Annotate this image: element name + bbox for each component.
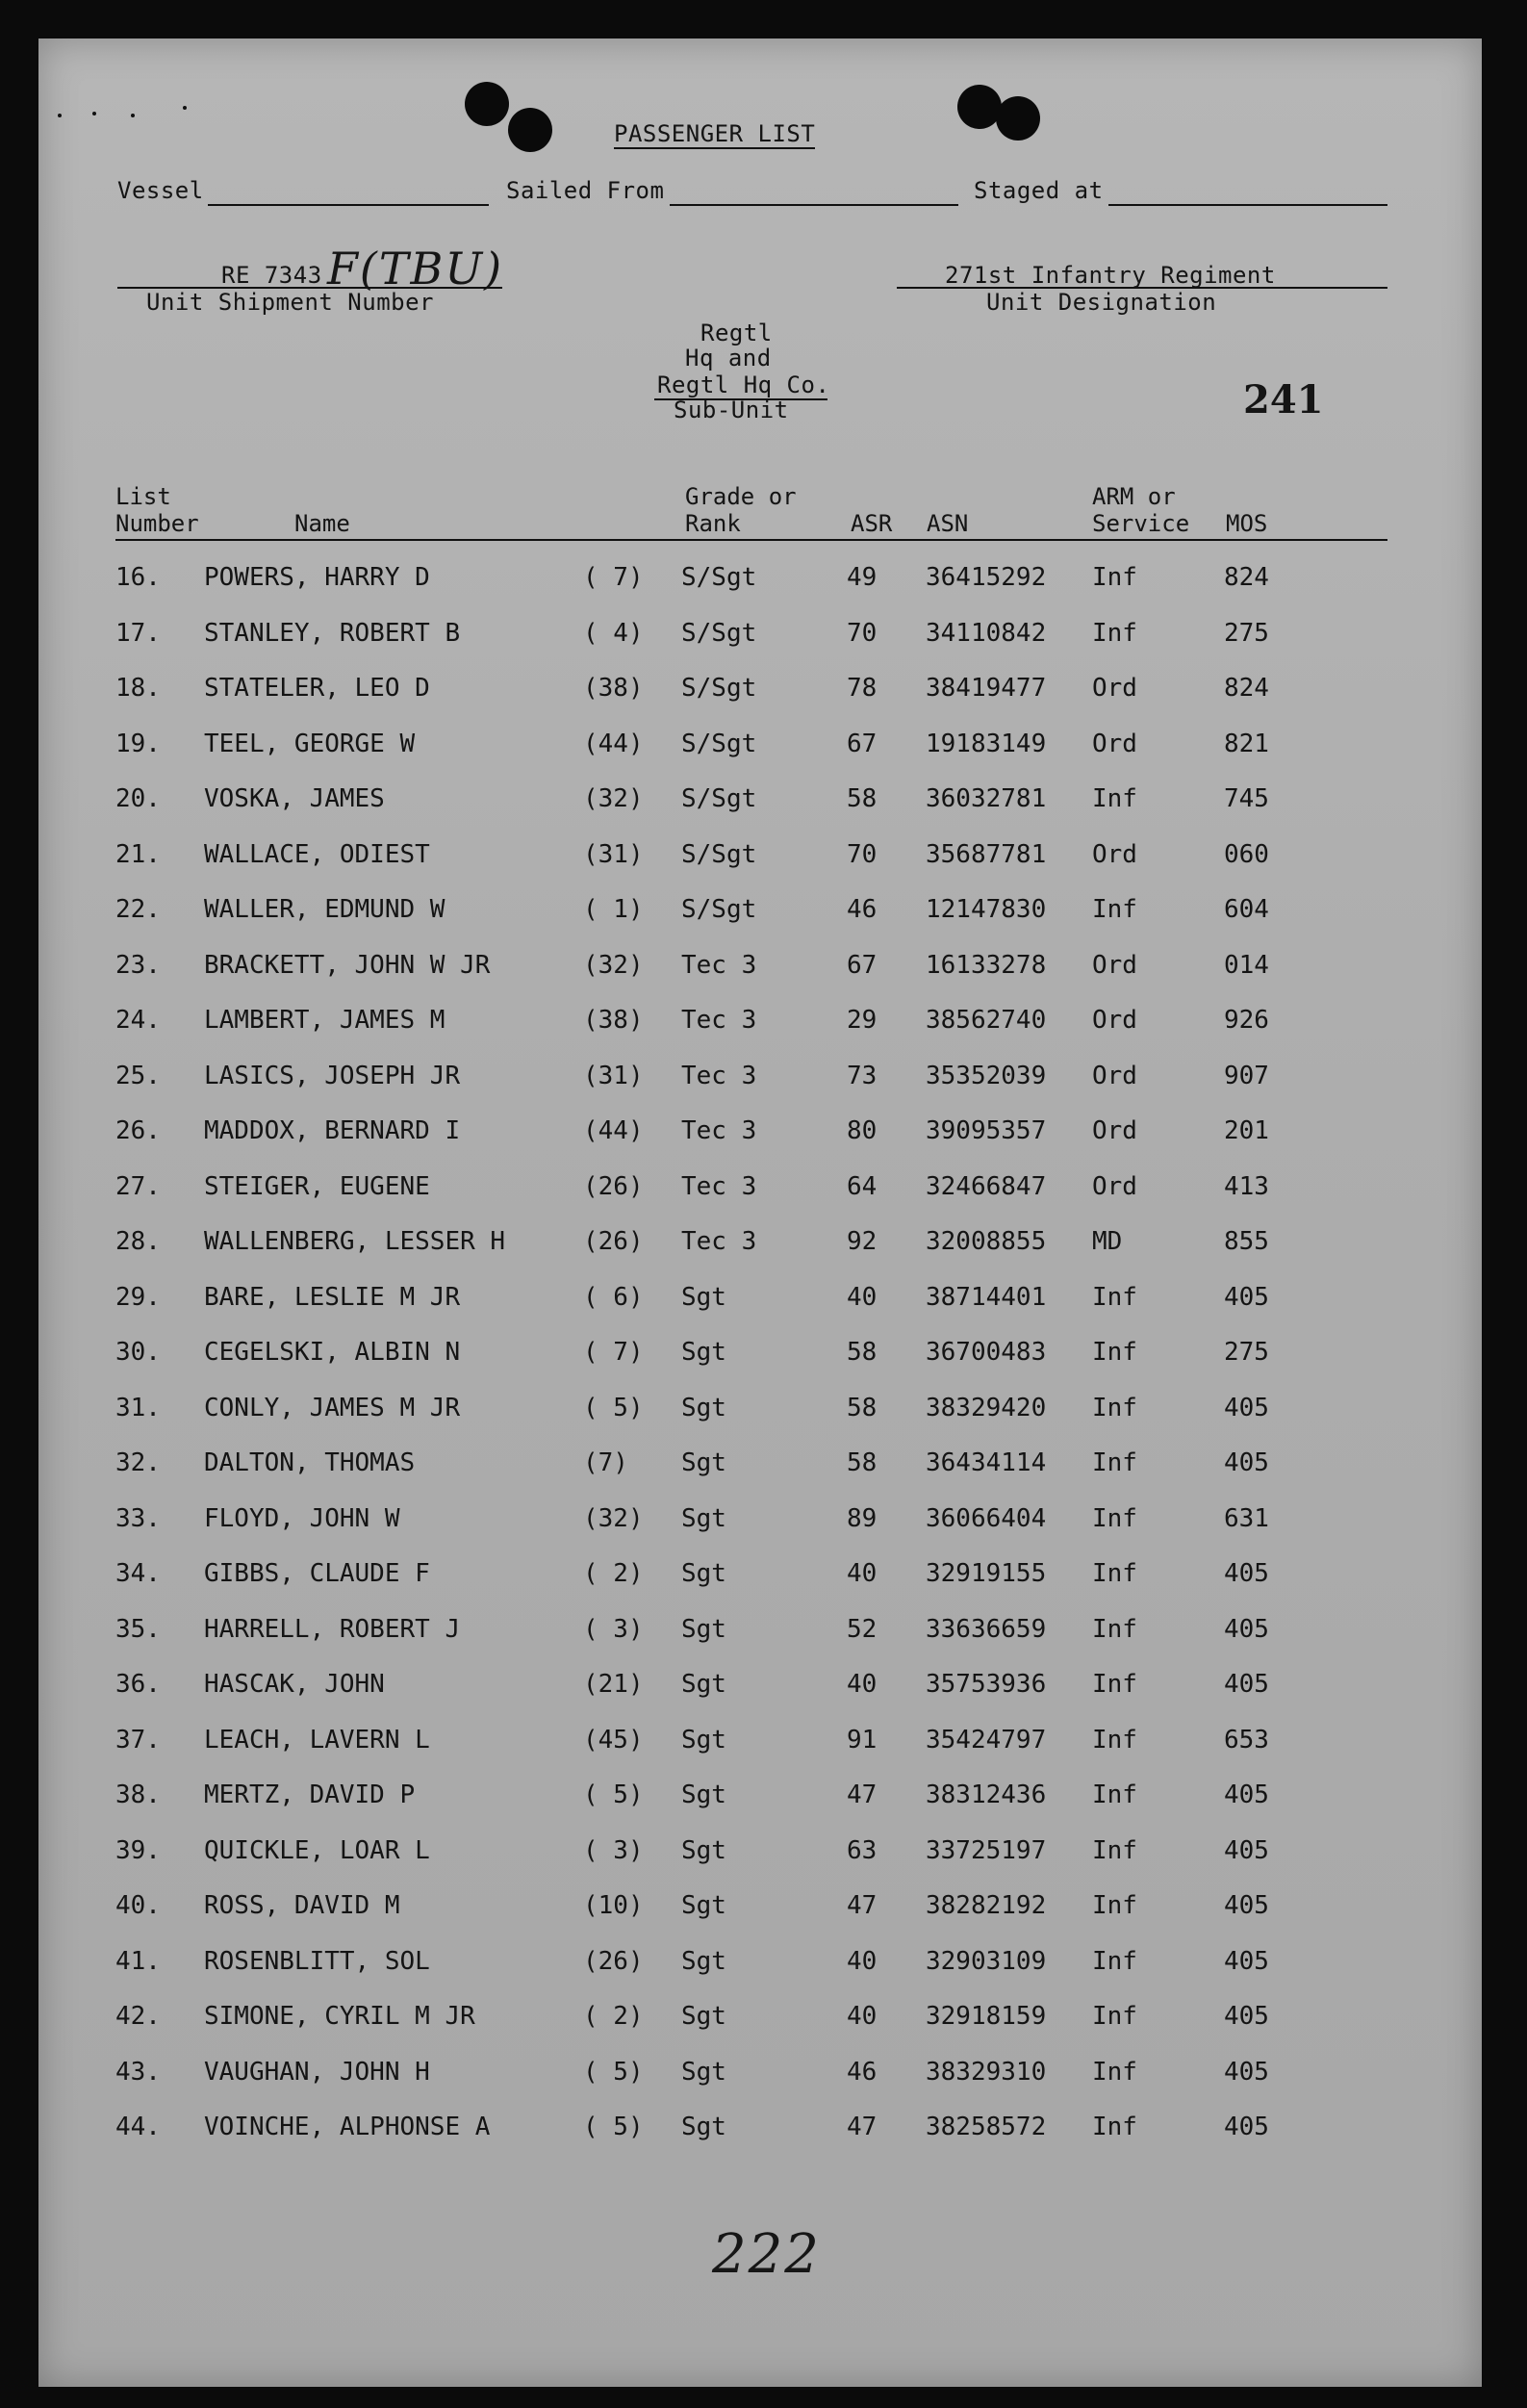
mos-cell: 821 bbox=[1224, 729, 1269, 758]
table-row bbox=[38, 784, 1482, 823]
list-number-cell: 24. bbox=[115, 1006, 161, 1035]
group-cell: ( 5) bbox=[583, 2057, 644, 2087]
asr-cell: 58 bbox=[847, 1338, 878, 1367]
rank-cell: S/Sgt bbox=[681, 784, 757, 813]
asn-cell: 33636659 bbox=[926, 1614, 1047, 1644]
mos-cell: 405 bbox=[1224, 1282, 1269, 1312]
mos-cell: 824 bbox=[1224, 674, 1269, 703]
list-number-cell: 38. bbox=[115, 1780, 161, 1809]
mos-cell: 405 bbox=[1224, 2113, 1269, 2141]
name-cell: DALTON, THOMAS bbox=[204, 1448, 416, 1477]
table-row bbox=[38, 1726, 1482, 1764]
table-row bbox=[38, 2113, 1482, 2151]
rank-cell: Sgt bbox=[681, 1338, 726, 1367]
asr-cell: 47 bbox=[847, 1891, 878, 1920]
group-cell: (10) bbox=[583, 1891, 644, 1920]
rank-cell: Sgt bbox=[681, 2057, 726, 2087]
col-arm-1: ARM or bbox=[1092, 483, 1176, 510]
table-row bbox=[38, 1836, 1482, 1875]
mos-cell: 413 bbox=[1224, 1171, 1269, 1201]
list-number-cell: 42. bbox=[115, 2002, 161, 2031]
group-cell: (21) bbox=[583, 1670, 644, 1699]
name-cell: LEACH, LAVERN L bbox=[204, 1725, 430, 1755]
rank-cell: Sgt bbox=[681, 1725, 726, 1755]
arm-cell: Inf bbox=[1092, 1946, 1137, 1976]
mos-cell: 405 bbox=[1224, 2002, 1269, 2031]
asr-cell: 70 bbox=[847, 618, 878, 648]
list-number-cell: 17. bbox=[115, 618, 161, 648]
name-cell: GIBBS, CLAUDE F bbox=[204, 1559, 430, 1588]
name-cell: SIMONE, CYRIL M JR bbox=[204, 2002, 475, 2031]
asr-cell: 89 bbox=[847, 1503, 878, 1533]
asr-cell: 64 bbox=[847, 1171, 878, 1201]
col-asr: ASR bbox=[851, 510, 893, 537]
arm-cell: Inf bbox=[1092, 1891, 1137, 1920]
asr-cell: 73 bbox=[847, 1061, 878, 1090]
table-row bbox=[38, 619, 1482, 657]
arm-cell: Inf bbox=[1092, 2002, 1137, 2031]
sailed-from-blank bbox=[670, 204, 958, 206]
table-row bbox=[38, 1006, 1482, 1044]
list-number-cell: 25. bbox=[115, 1061, 161, 1090]
rank-cell: Sgt bbox=[681, 1891, 726, 1920]
mos-cell: 824 bbox=[1224, 563, 1269, 592]
asn-cell: 32903109 bbox=[926, 1946, 1047, 1976]
mos-cell: 201 bbox=[1224, 1116, 1269, 1145]
asr-cell: 29 bbox=[847, 1006, 878, 1035]
group-cell: (26) bbox=[583, 1171, 644, 1201]
asr-cell: 80 bbox=[847, 1116, 878, 1145]
speck bbox=[92, 112, 96, 115]
table-row bbox=[38, 1448, 1482, 1487]
col-arm-2: Service bbox=[1092, 510, 1190, 537]
list-number-cell: 44. bbox=[115, 2113, 161, 2141]
name-cell: MADDOX, BERNARD I bbox=[204, 1116, 461, 1145]
arm-cell: Ord bbox=[1092, 1006, 1137, 1035]
vessel-label: Vessel bbox=[117, 177, 204, 204]
group-cell: ( 3) bbox=[583, 1614, 644, 1644]
group-cell: ( 5) bbox=[583, 1780, 644, 1809]
list-number-cell: 20. bbox=[115, 784, 161, 813]
mos-cell: 653 bbox=[1224, 1725, 1269, 1755]
list-number-cell: 23. bbox=[115, 950, 161, 980]
asr-cell: 63 bbox=[847, 1835, 878, 1865]
name-cell: CONLY, JAMES M JR bbox=[204, 1393, 461, 1422]
rank-cell: Tec 3 bbox=[681, 1227, 757, 1256]
asn-cell: 38282192 bbox=[926, 1891, 1047, 1920]
arm-cell: Inf bbox=[1092, 618, 1137, 648]
punch-hole bbox=[957, 85, 1002, 129]
col-list-number-1: List bbox=[115, 483, 171, 510]
asr-cell: 46 bbox=[847, 2057, 878, 2087]
arm-cell: Inf bbox=[1092, 895, 1137, 924]
mos-cell: 855 bbox=[1224, 1227, 1269, 1256]
name-cell: POWERS, HARRY D bbox=[204, 563, 430, 592]
speck bbox=[131, 114, 135, 117]
arm-cell: Ord bbox=[1092, 729, 1137, 758]
table-row bbox=[38, 1116, 1482, 1155]
speck bbox=[58, 114, 62, 117]
group-cell: ( 2) bbox=[583, 2002, 644, 2031]
name-cell: LAMBERT, JAMES M bbox=[204, 1006, 445, 1035]
asn-cell: 36700483 bbox=[926, 1338, 1047, 1367]
page-number: 241 bbox=[1243, 377, 1324, 423]
list-number-cell: 41. bbox=[115, 1946, 161, 1976]
col-mos: MOS bbox=[1226, 510, 1268, 537]
rank-cell: Sgt bbox=[681, 1780, 726, 1809]
sailed-from-label: Sailed From bbox=[506, 177, 665, 204]
speck bbox=[183, 106, 187, 110]
sub-unit-line-1: Regtl bbox=[700, 320, 773, 346]
list-number-cell: 32. bbox=[115, 1448, 161, 1477]
rank-cell: Sgt bbox=[681, 1670, 726, 1699]
name-cell: CEGELSKI, ALBIN N bbox=[204, 1338, 461, 1367]
arm-cell: Ord bbox=[1092, 1116, 1137, 1145]
name-cell: FLOYD, JOHN W bbox=[204, 1503, 400, 1533]
document-page bbox=[38, 38, 1482, 2387]
group-cell: (45) bbox=[583, 1725, 644, 1755]
asn-cell: 36415292 bbox=[926, 563, 1047, 592]
arm-cell: Inf bbox=[1092, 1503, 1137, 1533]
rank-cell: Tec 3 bbox=[681, 1061, 757, 1090]
table-row bbox=[38, 1559, 1482, 1598]
unit-designation-label: Unit Designation bbox=[986, 289, 1217, 316]
group-cell: ( 6) bbox=[583, 1282, 644, 1312]
asn-cell: 39095357 bbox=[926, 1116, 1047, 1145]
name-cell: HASCAK, JOHN bbox=[204, 1670, 385, 1699]
arm-cell: Ord bbox=[1092, 950, 1137, 980]
asr-cell: 40 bbox=[847, 1946, 878, 1976]
group-cell: (38) bbox=[583, 1006, 644, 1035]
asr-cell: 47 bbox=[847, 2113, 878, 2141]
rank-cell: S/Sgt bbox=[681, 618, 757, 648]
group-cell: (31) bbox=[583, 839, 644, 869]
group-cell: (32) bbox=[583, 784, 644, 813]
arm-cell: Inf bbox=[1092, 1780, 1137, 1809]
asn-cell: 35687781 bbox=[926, 839, 1047, 869]
name-cell: BRACKETT, JOHN W JR bbox=[204, 950, 491, 980]
mos-cell: 405 bbox=[1224, 1393, 1269, 1422]
arm-cell: Ord bbox=[1092, 1171, 1137, 1201]
group-cell: ( 3) bbox=[583, 1835, 644, 1865]
group-cell: ( 5) bbox=[583, 2113, 644, 2141]
rank-cell: S/Sgt bbox=[681, 839, 757, 869]
asn-cell: 35424797 bbox=[926, 1725, 1047, 1755]
table-row bbox=[38, 1670, 1482, 1708]
unit-shipment-typed: RE 7343 bbox=[221, 262, 322, 289]
table-row bbox=[38, 1227, 1482, 1266]
name-cell: ROSENBLITT, SOL bbox=[204, 1946, 430, 1976]
table-row bbox=[38, 730, 1482, 768]
asn-cell: 36066404 bbox=[926, 1503, 1047, 1533]
arm-cell: Inf bbox=[1092, 1393, 1137, 1422]
list-number-cell: 27. bbox=[115, 1171, 161, 1201]
rank-cell: Tec 3 bbox=[681, 950, 757, 980]
asr-cell: 70 bbox=[847, 839, 878, 869]
asn-cell: 38714401 bbox=[926, 1282, 1047, 1312]
rank-cell: Sgt bbox=[681, 1614, 726, 1644]
list-number-cell: 39. bbox=[115, 1835, 161, 1865]
asn-cell: 38258572 bbox=[926, 2113, 1047, 2141]
mos-cell: 405 bbox=[1224, 1559, 1269, 1588]
asn-cell: 36434114 bbox=[926, 1448, 1047, 1477]
unit-shipment-handwritten: F(TBU) bbox=[327, 243, 504, 295]
group-cell: (44) bbox=[583, 1116, 644, 1145]
arm-cell: Inf bbox=[1092, 563, 1137, 592]
rank-cell: Sgt bbox=[681, 1282, 726, 1312]
list-number-cell: 35. bbox=[115, 1614, 161, 1644]
name-cell: STANLEY, ROBERT B bbox=[204, 618, 461, 648]
name-cell: LASICS, JOSEPH JR bbox=[204, 1061, 461, 1090]
group-cell: (44) bbox=[583, 729, 644, 758]
name-cell: HARRELL, ROBERT J bbox=[204, 1614, 461, 1644]
list-number-cell: 21. bbox=[115, 839, 161, 869]
table-row bbox=[38, 1283, 1482, 1321]
mos-cell: 405 bbox=[1224, 2057, 1269, 2087]
list-number-cell: 26. bbox=[115, 1116, 161, 1145]
mos-cell: 604 bbox=[1224, 895, 1269, 924]
rank-cell: Tec 3 bbox=[681, 1116, 757, 1145]
list-number-cell: 36. bbox=[115, 1670, 161, 1699]
rank-cell: Sgt bbox=[681, 1448, 726, 1477]
asn-cell: 32918159 bbox=[926, 2002, 1047, 2031]
list-number-cell: 16. bbox=[115, 563, 161, 592]
list-number-cell: 28. bbox=[115, 1227, 161, 1256]
group-cell: ( 5) bbox=[583, 1393, 644, 1422]
name-cell: WALLENBERG, LESSER H bbox=[204, 1227, 506, 1256]
group-cell: (32) bbox=[583, 950, 644, 980]
name-cell: STATELER, LEO D bbox=[204, 674, 430, 703]
table-row bbox=[38, 1947, 1482, 1985]
table-row bbox=[38, 1394, 1482, 1432]
table-row bbox=[38, 1338, 1482, 1376]
vessel-blank bbox=[208, 204, 489, 206]
asr-cell: 46 bbox=[847, 895, 878, 924]
list-number-cell: 30. bbox=[115, 1338, 161, 1367]
arm-cell: Inf bbox=[1092, 1835, 1137, 1865]
mos-cell: 907 bbox=[1224, 1061, 1269, 1090]
name-cell: VAUGHAN, JOHN H bbox=[204, 2057, 430, 2087]
document-title: PASSENGER LIST bbox=[614, 120, 816, 147]
arm-cell: Ord bbox=[1092, 839, 1137, 869]
col-grade-1: Grade or bbox=[685, 483, 797, 510]
list-number-cell: 19. bbox=[115, 729, 161, 758]
table-row bbox=[38, 2058, 1482, 2096]
asr-cell: 58 bbox=[847, 784, 878, 813]
asn-cell: 35352039 bbox=[926, 1061, 1047, 1090]
asn-cell: 38419477 bbox=[926, 674, 1047, 703]
group-cell: ( 1) bbox=[583, 895, 644, 924]
group-cell: ( 7) bbox=[583, 563, 644, 592]
name-cell: QUICKLE, LOAR L bbox=[204, 1835, 430, 1865]
staged-at-blank bbox=[1108, 204, 1387, 206]
asn-cell: 32008855 bbox=[926, 1227, 1047, 1256]
asn-cell: 12147830 bbox=[926, 895, 1047, 924]
table-row bbox=[38, 1172, 1482, 1211]
asn-cell: 38329420 bbox=[926, 1393, 1047, 1422]
sub-unit-label: Sub-Unit bbox=[674, 397, 789, 423]
col-name: Name bbox=[294, 510, 350, 537]
col-grade-2: Rank bbox=[685, 510, 741, 537]
rank-cell: Sgt bbox=[681, 1393, 726, 1422]
group-cell: (26) bbox=[583, 1946, 644, 1976]
asn-cell: 33725197 bbox=[926, 1835, 1047, 1865]
sub-unit-line-2: Hq and bbox=[685, 345, 772, 371]
mos-cell: 275 bbox=[1224, 618, 1269, 648]
arm-cell: Inf bbox=[1092, 1338, 1137, 1367]
asr-cell: 58 bbox=[847, 1393, 878, 1422]
asn-cell: 35753936 bbox=[926, 1670, 1047, 1699]
rank-cell: S/Sgt bbox=[681, 729, 757, 758]
group-cell: (38) bbox=[583, 674, 644, 703]
name-cell: BARE, LESLIE M JR bbox=[204, 1282, 461, 1312]
arm-cell: Ord bbox=[1092, 674, 1137, 703]
mos-cell: 405 bbox=[1224, 1780, 1269, 1809]
rank-cell: Sgt bbox=[681, 1835, 726, 1865]
asr-cell: 40 bbox=[847, 1670, 878, 1699]
table-row bbox=[38, 1615, 1482, 1653]
arm-cell: Ord bbox=[1092, 1061, 1137, 1090]
staged-at-label: Staged at bbox=[974, 177, 1104, 204]
table-row bbox=[38, 1780, 1482, 1819]
rank-cell: Sgt bbox=[681, 2002, 726, 2031]
unit-shipment-label: Unit Shipment Number bbox=[146, 289, 434, 316]
asr-cell: 92 bbox=[847, 1227, 878, 1256]
arm-cell: Inf bbox=[1092, 1448, 1137, 1477]
handwritten-page-count: 222 bbox=[712, 2223, 821, 2286]
group-cell: ( 7) bbox=[583, 1338, 644, 1367]
group-cell: ( 4) bbox=[583, 618, 644, 648]
asr-cell: 67 bbox=[847, 729, 878, 758]
asr-cell: 58 bbox=[847, 1448, 878, 1477]
unit-designation-value: 271st Infantry Regiment bbox=[945, 262, 1276, 289]
arm-cell: Inf bbox=[1092, 1559, 1137, 1588]
name-cell: WALLER, EDMUND W bbox=[204, 895, 445, 924]
table-row bbox=[38, 1891, 1482, 1930]
name-cell: STEIGER, EUGENE bbox=[204, 1171, 430, 1201]
arm-cell: Inf bbox=[1092, 2057, 1137, 2087]
list-number-cell: 43. bbox=[115, 2057, 161, 2087]
mos-cell: 014 bbox=[1224, 950, 1269, 980]
rank-cell: Sgt bbox=[681, 2113, 726, 2141]
asr-cell: 40 bbox=[847, 1559, 878, 1588]
asn-cell: 19183149 bbox=[926, 729, 1047, 758]
mos-cell: 060 bbox=[1224, 839, 1269, 869]
mos-cell: 405 bbox=[1224, 1891, 1269, 1920]
arm-cell: Inf bbox=[1092, 784, 1137, 813]
asn-cell: 36032781 bbox=[926, 784, 1047, 813]
rank-cell: Sgt bbox=[681, 1503, 726, 1533]
list-number-cell: 29. bbox=[115, 1282, 161, 1312]
rank-cell: Sgt bbox=[681, 1946, 726, 1976]
table-row bbox=[38, 951, 1482, 989]
list-number-cell: 37. bbox=[115, 1725, 161, 1755]
arm-cell: Inf bbox=[1092, 1725, 1137, 1755]
group-cell: ( 2) bbox=[583, 1559, 644, 1588]
name-cell: VOSKA, JAMES bbox=[204, 784, 385, 813]
arm-cell: Inf bbox=[1092, 1670, 1137, 1699]
asn-cell: 34110842 bbox=[926, 618, 1047, 648]
rank-cell: Tec 3 bbox=[681, 1171, 757, 1201]
rank-cell: S/Sgt bbox=[681, 563, 757, 592]
asn-cell: 38562740 bbox=[926, 1006, 1047, 1035]
table-row bbox=[38, 1062, 1482, 1100]
rank-cell: S/Sgt bbox=[681, 895, 757, 924]
arm-cell: MD bbox=[1092, 1227, 1123, 1256]
list-number-cell: 33. bbox=[115, 1503, 161, 1533]
asn-cell: 38329310 bbox=[926, 2057, 1047, 2087]
table-row bbox=[38, 2002, 1482, 2040]
mos-cell: 405 bbox=[1224, 1946, 1269, 1976]
list-number-cell: 31. bbox=[115, 1393, 161, 1422]
mos-cell: 405 bbox=[1224, 1614, 1269, 1644]
mos-cell: 631 bbox=[1224, 1503, 1269, 1533]
rank-cell: S/Sgt bbox=[681, 674, 757, 703]
asr-cell: 40 bbox=[847, 1282, 878, 1312]
asn-cell: 32466847 bbox=[926, 1171, 1047, 1201]
mos-cell: 745 bbox=[1224, 784, 1269, 813]
mos-cell: 926 bbox=[1224, 1006, 1269, 1035]
name-cell: WALLACE, ODIEST bbox=[204, 839, 430, 869]
asr-cell: 47 bbox=[847, 1780, 878, 1809]
punch-hole bbox=[996, 96, 1040, 141]
mos-cell: 275 bbox=[1224, 1338, 1269, 1367]
mos-cell: 405 bbox=[1224, 1448, 1269, 1477]
asn-cell: 32919155 bbox=[926, 1559, 1047, 1588]
table-row bbox=[38, 840, 1482, 879]
col-list-number-2: Number bbox=[115, 510, 199, 537]
asr-cell: 67 bbox=[847, 950, 878, 980]
list-number-cell: 40. bbox=[115, 1891, 161, 1920]
asn-cell: 38312436 bbox=[926, 1780, 1047, 1809]
name-cell: MERTZ, DAVID P bbox=[204, 1780, 416, 1809]
rank-cell: Sgt bbox=[681, 1559, 726, 1588]
asr-cell: 49 bbox=[847, 563, 878, 592]
asr-cell: 52 bbox=[847, 1614, 878, 1644]
list-number-cell: 34. bbox=[115, 1559, 161, 1588]
group-cell: (31) bbox=[583, 1061, 644, 1090]
mos-cell: 405 bbox=[1224, 1670, 1269, 1699]
group-cell: (26) bbox=[583, 1227, 644, 1256]
asr-cell: 78 bbox=[847, 674, 878, 703]
arm-cell: Inf bbox=[1092, 1614, 1137, 1644]
punch-hole bbox=[465, 82, 509, 126]
list-number-cell: 18. bbox=[115, 674, 161, 703]
arm-cell: Inf bbox=[1092, 2113, 1137, 2141]
group-cell: (32) bbox=[583, 1503, 644, 1533]
header-rule bbox=[115, 539, 1387, 541]
arm-cell: Inf bbox=[1092, 1282, 1137, 1312]
name-cell: TEEL, GEORGE W bbox=[204, 729, 416, 758]
col-asn: ASN bbox=[927, 510, 969, 537]
group-cell: (7) bbox=[583, 1448, 628, 1477]
asr-cell: 91 bbox=[847, 1725, 878, 1755]
sub-unit-line-3: Regtl Hq Co. bbox=[657, 371, 830, 398]
mos-cell: 405 bbox=[1224, 1835, 1269, 1865]
name-cell: VOINCHE, ALPHONSE A bbox=[204, 2113, 491, 2141]
punch-hole bbox=[508, 108, 552, 152]
table-row bbox=[38, 674, 1482, 712]
name-cell: ROSS, DAVID M bbox=[204, 1891, 400, 1920]
list-number-cell: 22. bbox=[115, 895, 161, 924]
asn-cell: 16133278 bbox=[926, 950, 1047, 980]
asr-cell: 40 bbox=[847, 2002, 878, 2031]
rank-cell: Tec 3 bbox=[681, 1006, 757, 1035]
table-row bbox=[38, 563, 1482, 602]
table-row bbox=[38, 1504, 1482, 1543]
table-row bbox=[38, 895, 1482, 934]
